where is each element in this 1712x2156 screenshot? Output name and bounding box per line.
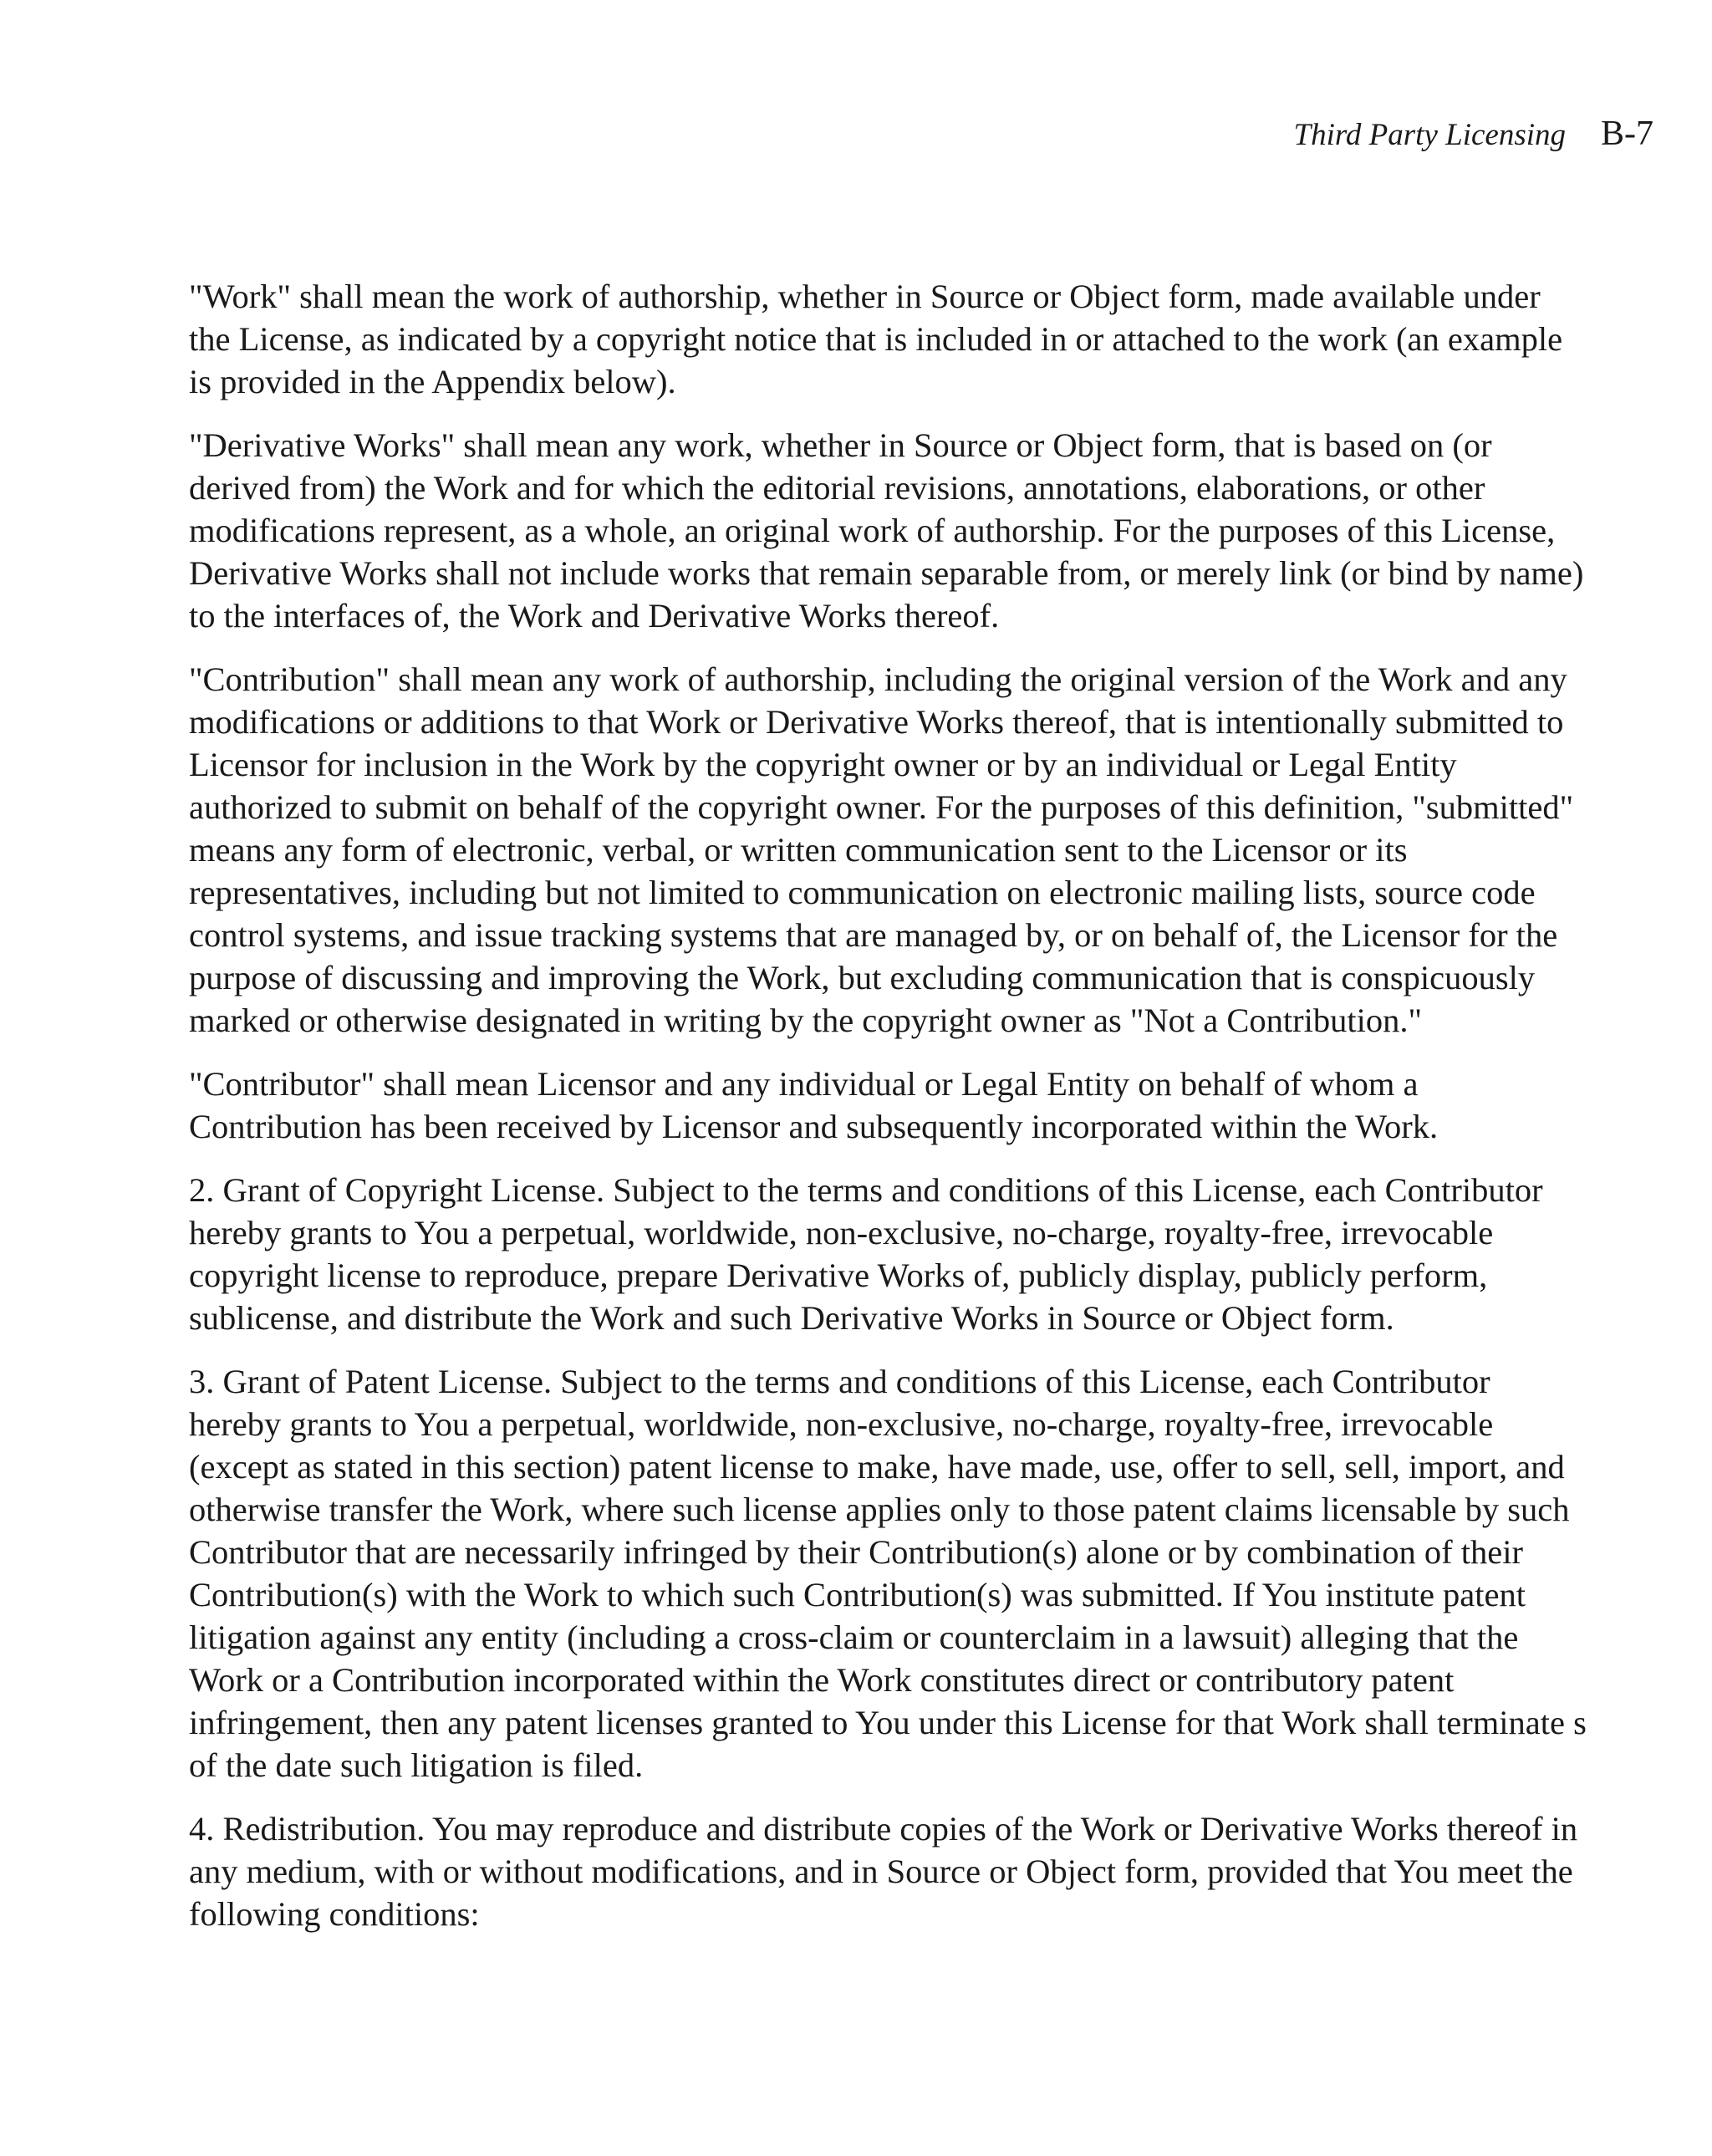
running-title: Third Party Licensing	[1293, 118, 1566, 152]
paragraph-contribution-definition: "Contribution" shall mean any work of authorship, including the original version of the Work and any modifications or additions to that Work or Derivative Works thereof, that is intentionally submitted to Licensor for inclusion in the Work by the copyright owner or by an individual or Legal Entity authorized to submit on behalf of the copyright owner. For the purposes of this definition, "submitted" means any form of electronic, verbal, or written communication sent to the Licensor or its representatives, including but not limited to communication on electronic mailing lists, source code control systems, and issue tracking systems that are managed by, or on behalf of, the Licensor for the purpose of discussing and improving the Work, but excluding communication that is conspicuously marked or otherwise designated in writing by the copyright owner as "Not a Contribution."	[189, 660, 1574, 1039]
paragraph-derivative-works-definition: "Derivative Works" shall mean any work, whether in Source or Object form, that is based on (or derived from) the Work and for which the editorial revisions, annotations, elaborations, or other modifications represent, as a whole, an original work of authorship. For the purposes of this License, Derivative Works shall not include works that remain separable from, or merely link (or bind by name) to the interfaces of, the Work and Derivative Works thereof.	[189, 426, 1584, 635]
running-header	[1294, 114, 1653, 154]
paragraph-grant-copyright-license: 2. Grant of Copyright License. Subject to the terms and conditions of this License, each Contributor hereby grants to You a perpetual, worldwide, non-exclusive, no-charge, royalty-free, irrevocable copyright license to reproduce, prepare Derivative Works of, publicly display, publicly perform, sublicense, and distribute the Work and such Derivative Works in Source or Object form.	[189, 1171, 1543, 1337]
paragraph-contributor-definition: "Contributor" shall mean Licensor and any individual or Legal Entity on behalf of whom a Contribution has been received by Licensor and subsequently incorporated within the Work.	[189, 1065, 1439, 1145]
page-number: B-7	[1601, 115, 1653, 153]
license-body	[189, 275, 1590, 1956]
paragraph-work-definition: "Work" shall mean the work of authorship, whether in Source or Object form, made available under the License, as indicated by a copyright notice that is included in or attached to the work (an example is provided in the Appendix below).	[189, 278, 1563, 400]
paragraph-grant-patent-license: 3. Grant of Patent License. Subject to the terms and conditions of this License, each Contributor hereby grants to You a perpetual, worldwide, non-exclusive, no-charge, royalty-free, irrevocable (except as stated in this section) patent license to make, have made, use, offer to sell, sell, import, and otherwise transfer the Work, where such license applies only to those patent claims licensable by such Contributor that are necessarily infringed by their Contribution(s) alone or by combination of their Contribution(s) with the Work to which such Contribution(s) was submitted. If You institute patent litigation against any entity (including a cross-claim or counterclaim in a lawsuit) alleging that the Work or a Contribution incorporated within the Work constitutes direct or contributory patent infringement, then any patent licenses granted to You under this License for that Work shall terminate s of the date such litigation is filed.	[189, 1363, 1587, 1784]
paragraph-redistribution: 4. Redistribution. You may reproduce and distribute copies of the Work or Derivative Works thereof in any medium, with or without modifications, and in Source or Object form, provided that You meet the following conditions:	[189, 1810, 1578, 1933]
